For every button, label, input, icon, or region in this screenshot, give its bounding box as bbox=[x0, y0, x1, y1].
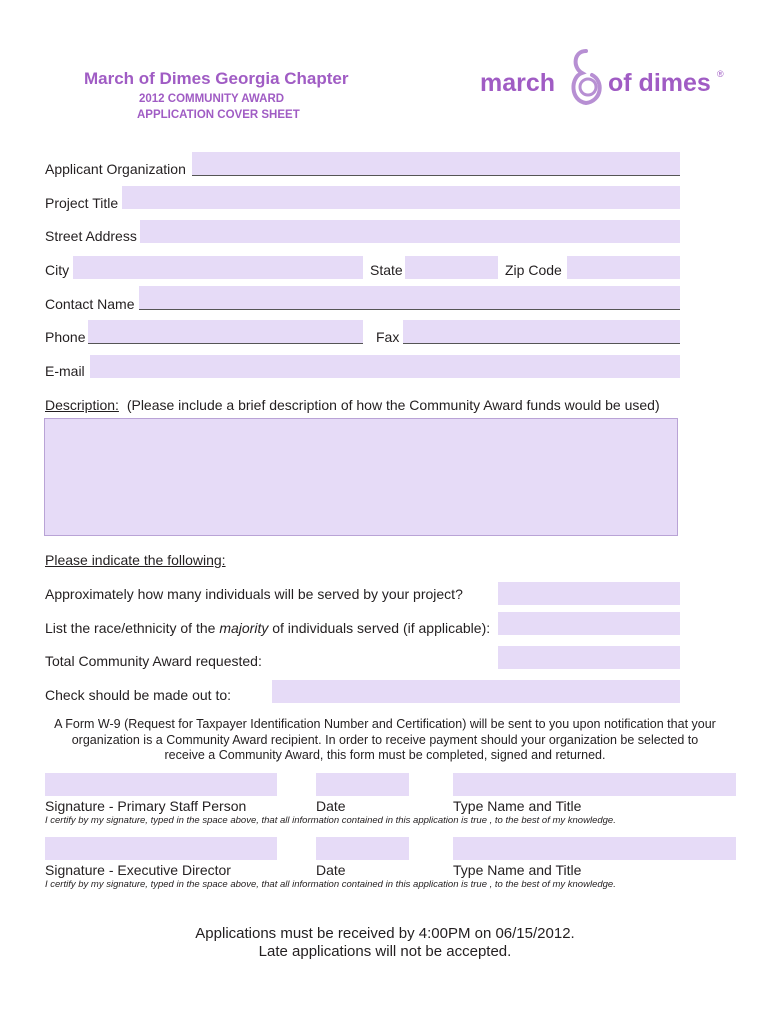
executive-signature-label: Signature - Executive Director bbox=[45, 862, 231, 878]
primary-type-name-label: Type Name and Title bbox=[453, 798, 582, 814]
deadline-line-2: Late applications will not be accepted. bbox=[258, 943, 512, 960]
state-label: State bbox=[370, 262, 403, 278]
primary-date-field[interactable] bbox=[316, 773, 409, 796]
contact-name-line bbox=[139, 309, 680, 310]
cover-sheet-subtitle: APPLICATION COVER SHEET bbox=[137, 109, 300, 121]
primary-certification: I certify by my signature, typed in the space above, that all information contained in this application is true , to the best of my knowledge. bbox=[45, 815, 616, 826]
city-field[interactable] bbox=[73, 256, 363, 279]
race-ethnicity-field[interactable] bbox=[498, 612, 680, 635]
race-question-emphasis: majority bbox=[219, 620, 269, 636]
phone-line bbox=[88, 343, 363, 344]
logo-text-of-dimes: of dimes bbox=[608, 69, 711, 97]
chapter-title: March of Dimes Georgia Chapter bbox=[84, 69, 349, 88]
project-title-field[interactable] bbox=[122, 186, 680, 209]
zip-code-label: Zip Code bbox=[505, 262, 562, 278]
race-question-text-1: List the race/ethnicity of the bbox=[45, 620, 220, 636]
executive-type-name-field[interactable] bbox=[453, 837, 736, 860]
primary-signature-label: Signature - Primary Staff Person bbox=[45, 798, 247, 814]
zip-code-field[interactable] bbox=[567, 256, 680, 279]
fax-field[interactable] bbox=[403, 320, 680, 343]
phone-field[interactable] bbox=[88, 320, 363, 343]
w9-notice-line-1: A Form W-9 (Request for Taxpayer Identification Number and Certification) will be sent to you upon notification that your bbox=[54, 717, 716, 731]
mother-baby-icon bbox=[564, 47, 608, 107]
award-requested-field[interactable] bbox=[498, 646, 680, 669]
individuals-served-question: Approximately how many individuals will be served by your project? bbox=[45, 586, 463, 602]
contact-name-field[interactable] bbox=[139, 286, 680, 309]
executive-date-label: Date bbox=[316, 862, 346, 878]
street-address-field[interactable] bbox=[140, 220, 680, 243]
street-address-label: Street Address bbox=[45, 228, 137, 244]
w9-notice-line-2: organization is a Community Award recipient. In order to receive payment should your organization be selected to bbox=[71, 732, 699, 747]
primary-type-name-field[interactable] bbox=[453, 773, 736, 796]
fax-label: Fax bbox=[376, 329, 400, 345]
description-textarea[interactable] bbox=[44, 418, 678, 536]
registered-mark: ® bbox=[717, 69, 724, 79]
executive-date-field[interactable] bbox=[316, 837, 409, 860]
primary-signature-field[interactable] bbox=[45, 773, 277, 796]
description-heading bbox=[45, 397, 660, 413]
phone-label: Phone bbox=[45, 329, 86, 345]
deadline-notice bbox=[0, 925, 770, 961]
fax-line bbox=[403, 343, 680, 344]
w9-notice-line-3: receive a Community Award, this form must be completed, signed and returned. bbox=[164, 748, 606, 762]
project-title-label: Project Title bbox=[45, 195, 119, 211]
logo-text-march: march bbox=[480, 69, 556, 97]
check-payable-question: Check should be made out to: bbox=[45, 687, 232, 703]
executive-certification: I certify by my signature, typed in the space above, that all information contained in this application is true , to the best of my knowledge. bbox=[45, 879, 616, 890]
check-payable-field[interactable] bbox=[272, 680, 680, 703]
email-label: E-mail bbox=[45, 363, 85, 379]
race-question-text-2: of individuals served (if applicable): bbox=[268, 620, 491, 636]
state-field[interactable] bbox=[405, 256, 498, 279]
deadline-line-1: Applications must be received by 4:00PM on 06/15/2012. bbox=[195, 925, 575, 942]
contact-name-label: Contact Name bbox=[45, 296, 135, 312]
applicant-org-label: Applicant Organization bbox=[45, 161, 186, 177]
applicant-org-field[interactable] bbox=[192, 152, 680, 175]
award-subtitle: 2012 COMMUNITY AWARD bbox=[139, 93, 285, 105]
description-label: Description: bbox=[45, 397, 119, 413]
email-field[interactable] bbox=[90, 355, 680, 378]
individuals-served-field[interactable] bbox=[498, 582, 680, 605]
primary-date-label: Date bbox=[316, 798, 346, 814]
executive-signature-field[interactable] bbox=[45, 837, 277, 860]
applicant-org-line bbox=[192, 175, 680, 176]
march-of-dimes-logo bbox=[480, 47, 730, 109]
city-label: City bbox=[45, 262, 70, 278]
race-ethnicity-question bbox=[45, 620, 490, 636]
indicate-heading: Please indicate the following: bbox=[45, 552, 226, 568]
award-requested-question: Total Community Award requested: bbox=[45, 653, 262, 669]
description-hint: (Please include a brief description of how the Community Award funds would be used) bbox=[126, 397, 660, 413]
w9-notice bbox=[20, 717, 750, 764]
executive-type-name-label: Type Name and Title bbox=[453, 862, 582, 878]
